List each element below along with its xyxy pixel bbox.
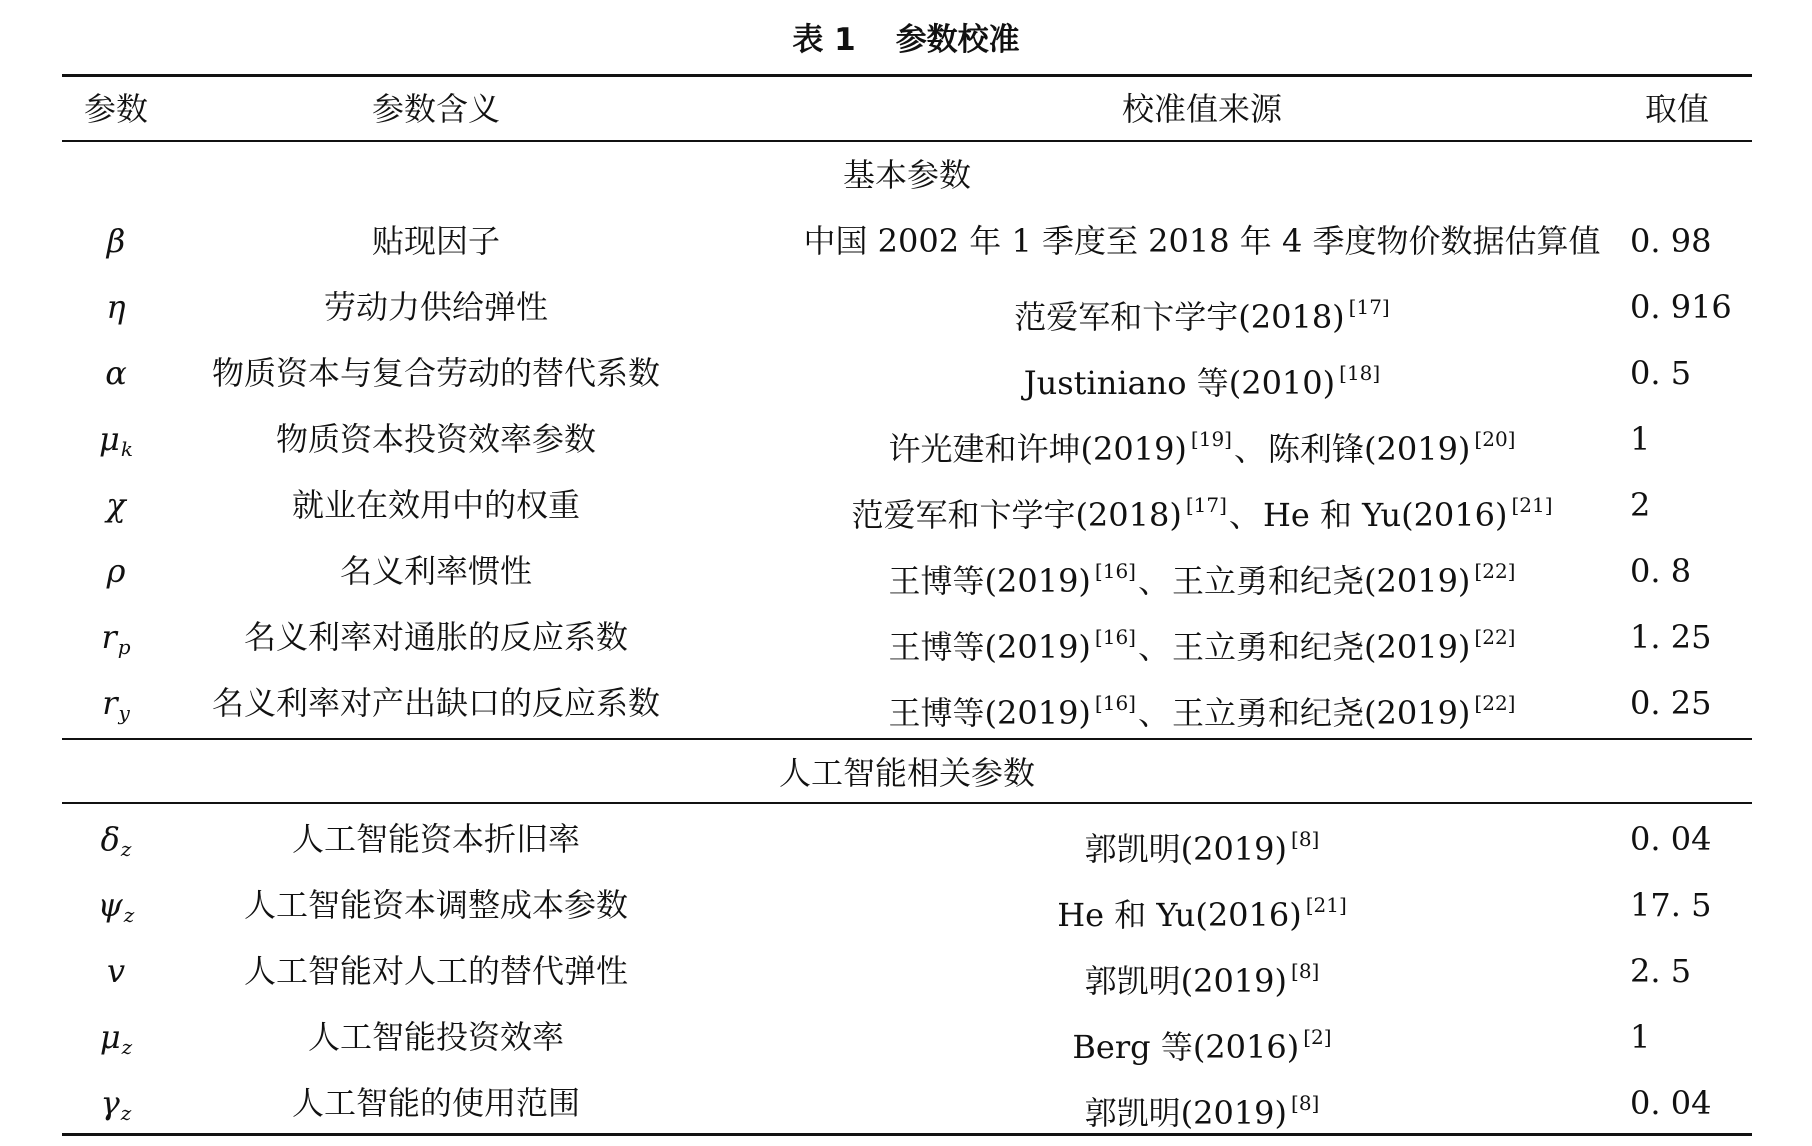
table-row (62, 670, 1752, 736)
source-text: 郭凯明(2019) (1084, 1094, 1288, 1132)
param-symbol (62, 472, 170, 538)
table-row (62, 872, 1752, 938)
param-meaning: 人工智能资本调整成本参数 (243, 886, 628, 924)
param-symbol (62, 938, 170, 1004)
section-title: 人工智能相关参数 (778, 754, 1035, 792)
calibration-source (702, 1070, 1702, 1136)
table-row (62, 604, 1752, 670)
table-row (62, 1070, 1752, 1136)
param-symbol (62, 872, 170, 938)
param-meaning: 名义利率对通胀的反应系数 (243, 618, 628, 656)
table-row (62, 1004, 1752, 1070)
citation-ref: [18] (1339, 361, 1381, 385)
table-row (62, 806, 1752, 872)
param-meaning: 人工智能对人工的替代弹性 (243, 952, 628, 990)
calibration-source (702, 1004, 1702, 1070)
bottom-rule (62, 1133, 1752, 1136)
param-symbol (62, 538, 170, 604)
header-param: 参数 (83, 90, 148, 128)
param-meaning: 物质资本投资效率参数 (275, 420, 596, 458)
param-value: 2 (1630, 486, 1651, 524)
table-row (62, 208, 1752, 274)
calibration-source (702, 938, 1702, 1004)
symbol-letter: ψ (97, 886, 123, 924)
symbol-subscript: z (120, 837, 132, 861)
param-symbol (62, 604, 170, 670)
source-text: He 和 Yu(2016) (1057, 896, 1302, 934)
symbol-letter: β (106, 222, 126, 260)
param-value: 0. 916 (1630, 288, 1732, 326)
symbol-letter: χ (106, 486, 126, 524)
citation-ref: [2] (1303, 1025, 1332, 1049)
calibration-source (702, 806, 1702, 872)
calibration-source (702, 604, 1702, 670)
symbol-letter: γ (100, 1084, 120, 1122)
calibration-source (702, 406, 1702, 472)
source-text: 范爱军和卞学宇(2018) (1014, 298, 1345, 336)
table-title: 参数校准 (895, 22, 1020, 58)
citation-ref: [21] (1305, 893, 1347, 917)
citation-ref: [17] (1348, 295, 1390, 319)
source-separator: 、 (1137, 628, 1170, 666)
citation-ref: [21] (1511, 493, 1553, 517)
citation-ref: [22] (1474, 559, 1516, 583)
param-value: 0. 04 (1630, 1084, 1712, 1122)
citation-ref: [8] (1291, 1091, 1320, 1115)
param-value: 2. 5 (1630, 952, 1692, 990)
param-symbol (62, 274, 170, 340)
calibration-source (702, 538, 1702, 604)
symbol-letter: μ (99, 420, 120, 458)
citation-ref: [19] (1190, 427, 1232, 451)
param-symbol (62, 406, 170, 472)
symbol-letter: η (106, 288, 126, 326)
symbol-subscript: k (120, 437, 133, 461)
citation-ref: [22] (1474, 625, 1516, 649)
symbol-letter: r (101, 618, 117, 656)
calibration-source (702, 872, 1702, 938)
param-meaning: 劳动力供给弹性 (323, 288, 548, 326)
table-number: 表 1 (792, 22, 856, 58)
source-text: 郭凯明(2019) (1084, 962, 1288, 1000)
param-symbol (62, 670, 170, 736)
param-meaning: 名义利率惯性 (339, 552, 532, 590)
param-value: 17. 5 (1630, 886, 1712, 924)
citation-ref: [8] (1291, 827, 1320, 851)
calibration-source (702, 670, 1702, 736)
param-meaning: 贴现因子 (371, 222, 500, 260)
source-text: 王立勇和纪尧(2019) (1172, 694, 1471, 732)
param-value: 0. 8 (1630, 552, 1692, 590)
table-row (62, 938, 1752, 1004)
source-text: Berg 等(2016) (1072, 1028, 1300, 1066)
header-source: 校准值来源 (1121, 90, 1282, 128)
param-value: 0. 25 (1630, 684, 1712, 722)
section-rule (62, 802, 1752, 804)
table-caption (0, 14, 1812, 59)
citation-ref: [8] (1291, 959, 1320, 983)
citation-ref: [20] (1474, 427, 1516, 451)
source-text: 王立勇和纪尧(2019) (1172, 628, 1471, 666)
param-value: 1 (1630, 1018, 1651, 1056)
source-text: 许光建和许坤(2019) (888, 430, 1187, 468)
source-separator: 、 (1137, 694, 1170, 732)
section-title: 基本参数 (842, 156, 971, 194)
citation-ref: [16] (1094, 625, 1136, 649)
calibration-source (702, 340, 1702, 406)
source-separator: 、 (1137, 562, 1170, 600)
symbol-subscript: z (120, 1101, 132, 1125)
source-text: 王博等(2019) (888, 562, 1091, 600)
param-value: 1 (1630, 420, 1651, 458)
citation-ref: [16] (1094, 691, 1136, 715)
source-text: 王立勇和纪尧(2019) (1172, 562, 1471, 600)
source-text: 陈利锋(2019) (1268, 430, 1471, 468)
source-text: 范爱军和卞学宇(2018) (851, 496, 1182, 534)
header-value: 取值 (1644, 90, 1709, 128)
citation-ref: [17] (1185, 493, 1227, 517)
header-row (62, 76, 1752, 142)
param-meaning: 物质资本与复合劳动的替代系数 (211, 354, 660, 392)
source-text: 郭凯明(2019) (1084, 830, 1288, 868)
table-row (62, 340, 1752, 406)
param-symbol (62, 1070, 170, 1136)
table-row (62, 406, 1752, 472)
header-meaning: 参数含义 (371, 90, 500, 128)
symbol-letter: δ (100, 820, 120, 858)
param-symbol (62, 806, 170, 872)
param-symbol (62, 208, 170, 274)
symbol-subscript: z (121, 1035, 133, 1059)
table-row (62, 538, 1752, 604)
symbol-letter: r (102, 684, 118, 722)
source-text: 王博等(2019) (888, 694, 1091, 732)
param-meaning: 人工智能的使用范围 (291, 1084, 580, 1122)
source-separator: 、 (1233, 430, 1266, 468)
source-text: 中国 2002 年 1 季度至 2018 年 4 季度物价数据估算值 (803, 222, 1601, 260)
param-symbol (62, 1004, 170, 1070)
symbol-subscript: p (117, 635, 131, 659)
param-value: 0. 5 (1630, 354, 1692, 392)
symbol-subscript: y (118, 701, 130, 725)
param-meaning: 名义利率对产出缺口的反应系数 (211, 684, 660, 722)
source-text: He 和 Yu(2016) (1262, 496, 1508, 534)
symbol-letter: v (106, 952, 126, 990)
source-text: Justiniano 等(2010) (1023, 364, 1336, 402)
param-value: 0. 04 (1630, 820, 1712, 858)
source-separator: 、 (1228, 496, 1261, 534)
citation-ref: [22] (1474, 691, 1516, 715)
param-meaning: 人工智能资本折旧率 (291, 820, 580, 858)
table-row (62, 472, 1752, 538)
symbol-letter: μ (99, 1018, 121, 1056)
citation-ref: [16] (1094, 559, 1136, 583)
symbol-letter: α (105, 354, 127, 392)
calibration-source (702, 472, 1702, 538)
symbol-letter: ρ (106, 552, 126, 590)
symbol-subscript: z (123, 903, 135, 927)
param-value: 1. 25 (1630, 618, 1712, 656)
param-symbol (62, 340, 170, 406)
param-meaning: 人工智能投资效率 (307, 1018, 564, 1056)
calibration-source (702, 208, 1702, 274)
source-text: 王博等(2019) (888, 628, 1091, 666)
calibration-source (702, 274, 1702, 340)
param-value: 0. 98 (1630, 222, 1712, 260)
table-row (62, 274, 1752, 340)
param-meaning: 就业在效用中的权重 (291, 486, 580, 524)
